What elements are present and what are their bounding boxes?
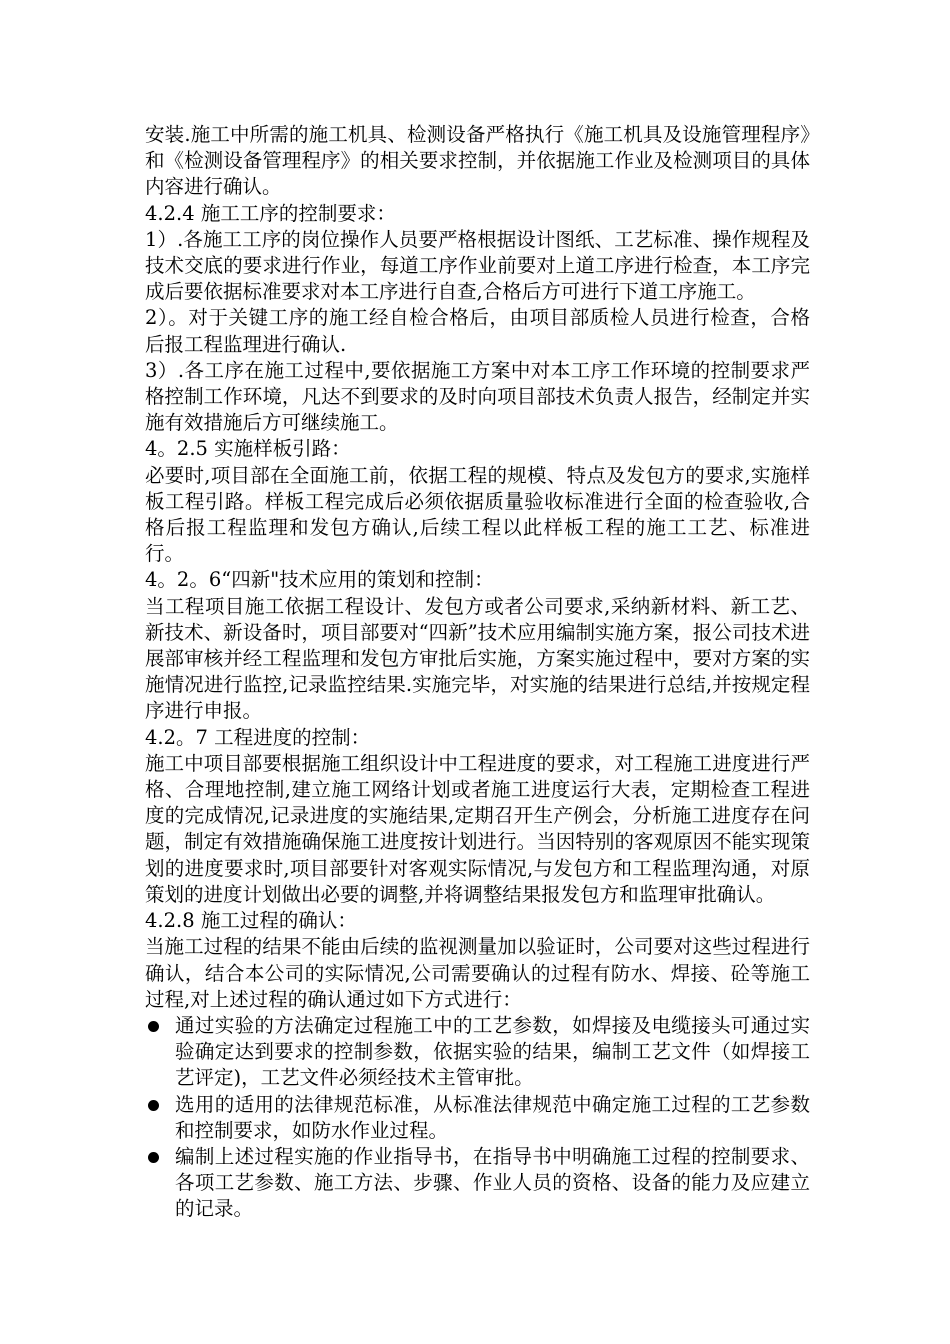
list-item	[145, 1144, 810, 1223]
section-4-2-5	[145, 436, 810, 567]
bullet-icon	[148, 1100, 159, 1111]
paragraph: 当施工过程的结果不能由后续的监视测量加以验证时，公司要对这些过程进行确认，结合本公司的实际情况,公司需要确认的过程有防水、焊接、砼等施工过程,对上述过程的确认通过如下方式进行：	[145, 935, 810, 1011]
list-item	[145, 1013, 810, 1092]
paragraph: 2）。对于关键工序的施工经自检合格后，由项目部质检人员进行检查，合格后报工程监理进行确认.	[145, 306, 810, 356]
list-item	[145, 1092, 810, 1144]
section-heading: 4.2。7 工程进度的控制：	[145, 725, 371, 749]
list-item-text: 通过实验的方法确定过程施工中的工艺参数，如焊接及电缆接头可通过实验确定达到要求的控制参数，依据实验的结果，编制工艺文件（如焊接工艺评定)，工艺文件必须经技术主管审批。	[175, 1013, 810, 1090]
list-item-text: 选用的适用的法律规范标准，从标准法律规范中确定施工过程的工艺参数和控制要求，如防水作业过程。	[175, 1092, 810, 1142]
bullet-icon	[148, 1021, 159, 1032]
bullet-list	[145, 1013, 810, 1223]
paragraph: 1）.各施工工序的岗位操作人员要严格根据设计图纸、工艺标准、操作规程及技术交底的要求进行作业，每道工序作业前要对上道工序进行检查，本工序完成后要依据标准要求对本工序进行自查,合格后方可进行下道工序施工。	[145, 227, 810, 304]
document-page	[145, 122, 810, 1223]
section-4-2-4	[145, 201, 810, 437]
bullet-icon	[148, 1152, 159, 1163]
section-4-2-7	[145, 725, 810, 908]
section-4-2-6	[145, 567, 810, 724]
paragraph: 当工程项目施工依据工程设计、发包方或者公司要求,采纳新材料、新工艺、新技术、新设备时，项目部要对“四新”技术应用编制实施方案，报公司技术进展部审核并经工程监理和发包方审批后实施，方案实施过程中，要对方案的实施情况进行监控,记录监控结果.实施完毕，对实施的结果进行总结,并按规定程序进行申报。	[145, 594, 810, 723]
section-heading: 4.2.8 施工过程的确认：	[145, 909, 357, 933]
section-heading: 4。2.5 实施样板引路：	[145, 437, 351, 461]
list-item-text: 编制上述过程实施的作业指导书，在指导书中明确施工过程的控制要求、各项工艺参数、施工方法、步骤、作业人员的资格、设备的能力及应建立的记录。	[175, 1144, 810, 1221]
paragraph: 3）.各工序在施工过程中,要依据施工方案中对本工序工作环境的控制要求严格控制工作环境，凡达不到要求的及时向项目部技术负责人报告，经制定并实施有效措施后方可继续施工。	[145, 358, 810, 435]
paragraph: 必要时,项目部在全面施工前，依据工程的规模、特点及发包方的要求,实施样板工程引路。样板工程完成后必须依据质量验收标准进行全面的检查验收,合格后报工程监理和发包方确认,后续工程以此样板工程的施工工艺、标准进行。	[145, 463, 810, 566]
intro-paragraph: 安装.施工中所需的施工机具、检测设备严格执行《施工机具及设施管理程序》和《检测设备管理程序》的相关要求控制，并依据施工作业及检测项目的具体内容进行确认。	[145, 123, 810, 199]
section-heading: 4.2.4 施工工序的控制要求：	[145, 201, 396, 225]
paragraph: 施工中项目部要根据施工组织设计中工程进度的要求，对工程施工进度进行严格、合理地控制,建立施工网络计划或者施工进度运行大表，定期检查工程进度的完成情况,记录进度的实施结果,定期召开生产例会，分析施工进度存在问题，制定有效措施确保施工进度按计划进行。当因特别的客观原因不能实现策划的进度要求时,项目部要针对客观实际情况,与发包方和工程监理沟通，对原策划的进度计划做出必要的调整,并将调整结果报发包方和监理审批确认。	[145, 751, 810, 906]
section-4-2-8	[145, 908, 810, 1013]
section-heading: 4。2。6“四新"技术应用的策划和控制：	[145, 568, 494, 592]
